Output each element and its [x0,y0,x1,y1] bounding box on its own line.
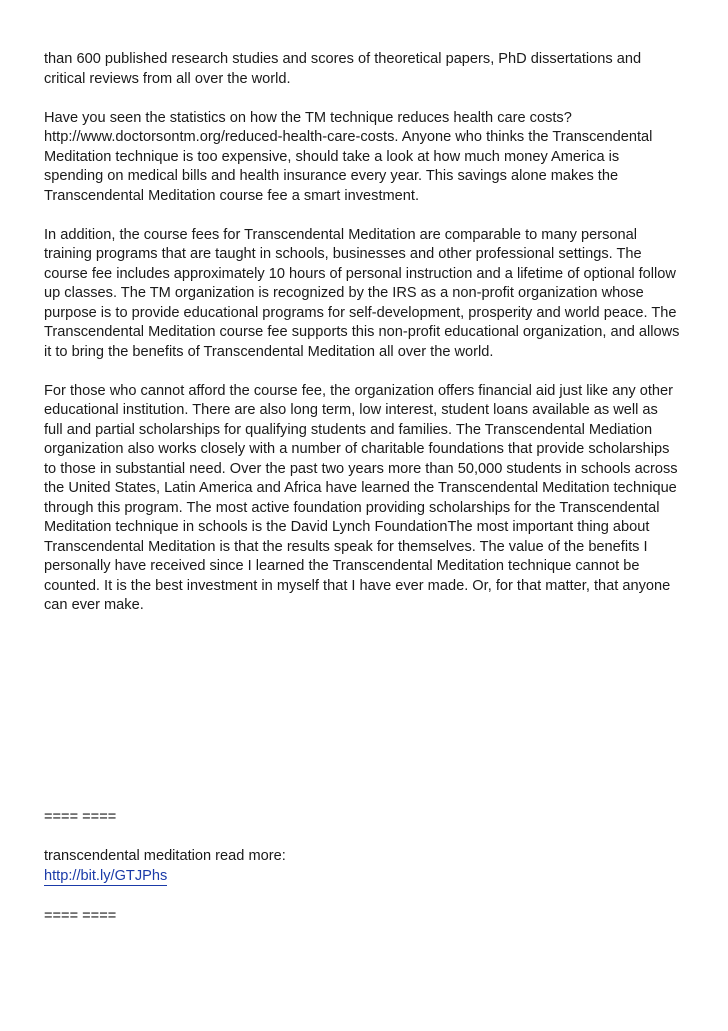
text-line: than 600 published research studies and scores of theoretical papers, PhD dissertations and [44,51,642,67]
separator-top: ==== ==== [44,809,117,825]
read-more-section [44,847,694,886]
text-line: to those in substantial need. Over the past two years more than 50,000 students in schools across [44,460,678,477]
blank-space [44,635,694,808]
separator-bottom: ==== ==== [44,908,117,924]
read-more-link[interactable]: http://bit.ly/GTJPhs [44,867,168,884]
text-line: Transcendental Meditation is that the results speak for themselves. The value of the benefits I [44,538,648,555]
text-line: up classes. The TM organization is recognized by the IRS as a non-profit organization whose [44,285,644,301]
read-more-label: transcendental meditation read more: [44,848,286,864]
text-line: purpose is to provide educational programs for self-development, prosperity and world peace. The [44,304,677,321]
text-line: Have you seen the statistics on how the TM technique reduces health care costs? [44,109,572,126]
text-line: educational institution. There are also long term, low interest, student loans available as well as [44,402,658,418]
text-line: through this program. The most active foundation providing scholarships for the Transcendental [44,499,660,516]
text-line: Meditation technique in schools is the David Lynch FoundationThe most important thing about [44,519,650,535]
paragraph-financial-aid [44,382,694,616]
text-line: Transcendental Meditation course fee supports this non-profit educational organization, and allows [44,324,680,340]
text-line: personally have received since I learned the Transcendental Meditation technique cannot be [44,558,640,574]
text-line: Meditation technique is too expensive, should take a look at how much money America is [44,148,620,165]
text-line: spending on medical bills and health insurance every year. This savings alone makes the [44,168,619,184]
text-line: full and partial scholarships for qualifying students and families. The Transcendental Mediation [44,421,653,438]
text-line: Transcendental Meditation course fee a smart investment. [44,187,420,204]
document-page [44,50,694,927]
text-line: training programs that are taught in schools, businesses and other professional settings. The [44,246,642,262]
text-line: In addition, the course fees for Transcendental Meditation are comparable to many personal [44,226,638,243]
text-line: http://www.doctorsontm.org/reduced-health-care-costs. Anyone who thinks the Transcendental [44,129,653,145]
paragraph-research [44,50,694,89]
text-line: it to bring the benefits of Transcendental Meditation all over the world. [44,343,494,360]
text-line: can ever make. [44,597,144,613]
text-line: critical reviews from all over the world. [44,70,291,87]
text-line: course fee includes approximately 10 hours of personal instruction and a lifetime of optional follow [44,265,676,282]
paragraph-health-costs [44,109,694,207]
text-line: counted. It is the best investment in myself that I have ever made. Or, for that matter, that anyone [44,577,671,594]
text-line: For those who cannot afford the course fee, the organization offers financial aid just like any other [44,382,673,399]
text-line: the United States, Latin America and Africa have learned the Transcendental Meditation technique [44,480,677,496]
paragraph-course-fees [44,226,694,363]
text-line: organization also works closely with a number of charitable foundations that provide scholarships [44,441,670,457]
